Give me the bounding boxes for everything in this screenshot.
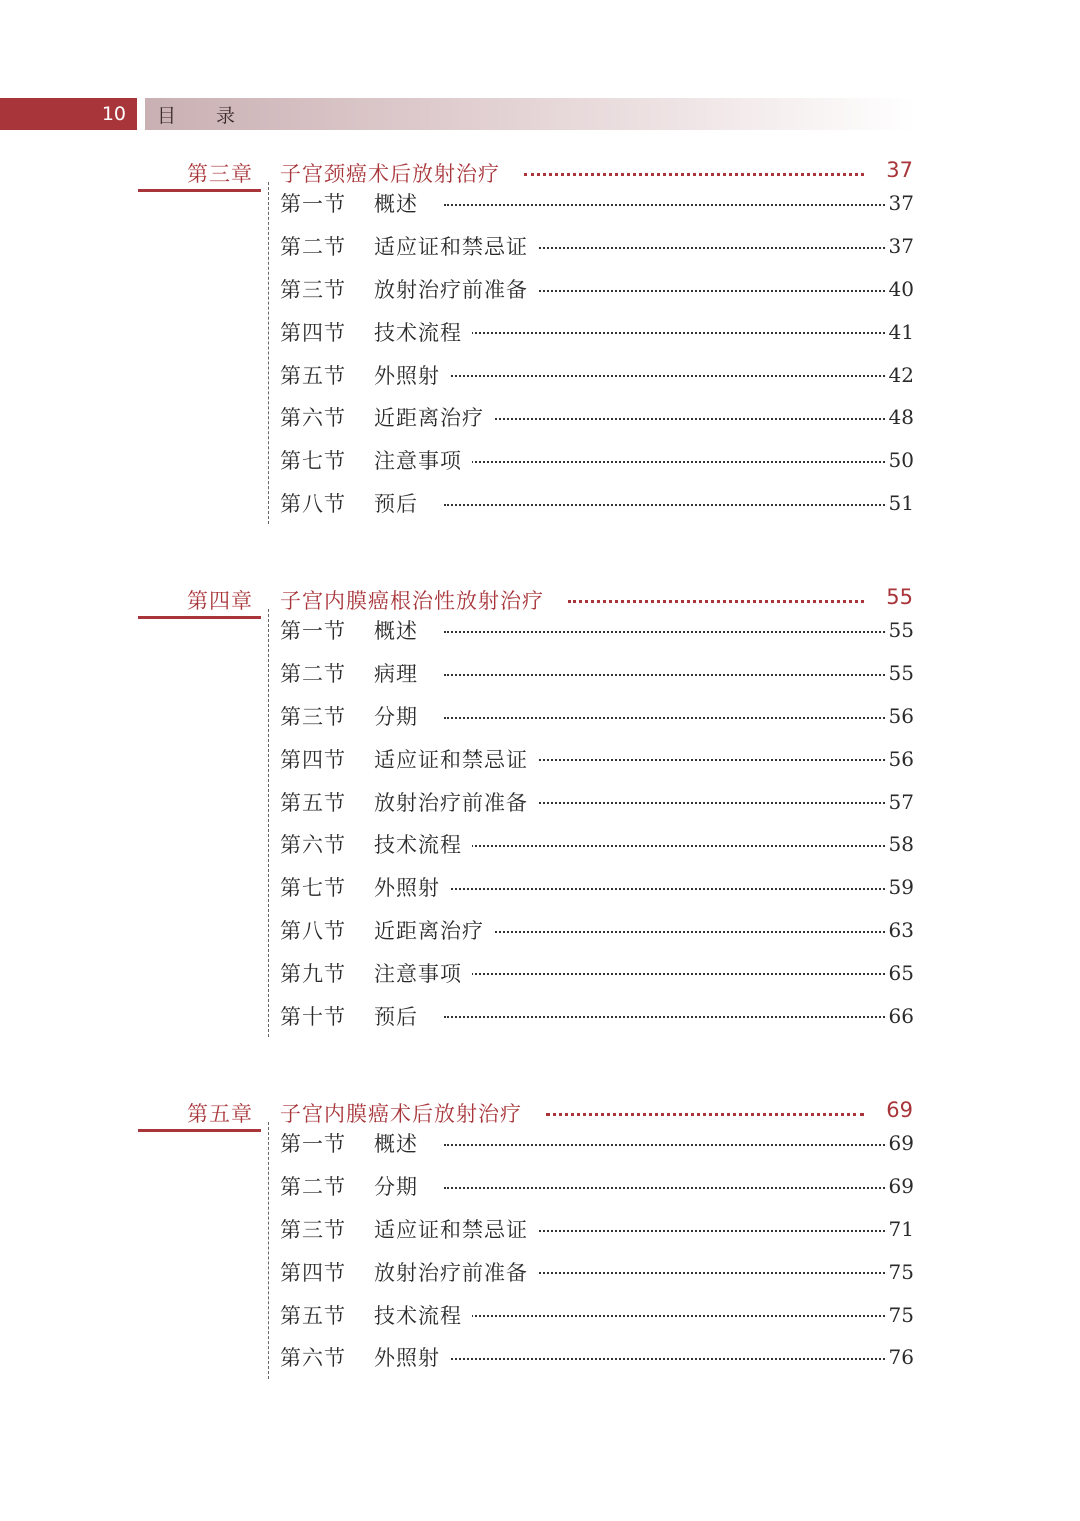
section-entry[interactable] [269, 652, 929, 695]
section-page-number: 42 [888, 362, 914, 387]
section-page-number: 71 [888, 1216, 914, 1241]
section-leader-dots [444, 1144, 889, 1146]
section-title: 放射治疗前准备 [374, 787, 538, 817]
section-entry[interactable] [269, 695, 929, 738]
section-page-number: 40 [888, 276, 914, 301]
section-number: 第六节 [280, 833, 346, 858]
section-number: 第一节 [280, 619, 346, 644]
section-leader-dots [444, 504, 889, 506]
section-entry[interactable] [269, 1293, 929, 1336]
section-entry[interactable] [269, 866, 929, 909]
section-list [268, 182, 929, 524]
section-page-number: 75 [888, 1302, 914, 1327]
section-page-number: 66 [888, 1003, 914, 1028]
section-number: 第二节 [280, 662, 346, 687]
section-entry[interactable] [269, 225, 929, 268]
chapter-number: 第三章 [187, 162, 253, 186]
section-page-number: 37 [888, 191, 914, 216]
chapter-leader-dots [568, 600, 864, 603]
section-leader-dots [444, 1187, 889, 1189]
page-number: 10 [0, 98, 137, 130]
section-page-number: 48 [888, 405, 914, 430]
section-title: 外照射 [374, 872, 450, 902]
section-list [268, 609, 929, 1037]
section-leader-dots [444, 845, 889, 847]
section-title: 技术流程 [374, 829, 472, 859]
chapter-title: 子宫内膜癌根治性放射治疗 [280, 585, 558, 615]
section-number: 第三节 [280, 277, 346, 302]
section-number: 第三节 [280, 1217, 346, 1242]
chapter-leader-dots [524, 173, 864, 176]
section-list [268, 1122, 929, 1379]
section-title: 适应证和禁忌证 [374, 744, 538, 774]
section-entry[interactable] [269, 780, 929, 823]
page-header-title: 目 录 [145, 98, 915, 130]
section-number: 第七节 [280, 449, 346, 474]
section-page-number: 56 [888, 746, 914, 771]
section-title: 放射治疗前准备 [374, 274, 538, 304]
section-title: 预后 [374, 1001, 428, 1031]
section-page-number: 56 [888, 703, 914, 728]
section-number: 第九节 [280, 961, 346, 986]
section-page-number: 76 [888, 1345, 914, 1370]
section-page-number: 55 [888, 661, 914, 686]
section-page-number: 37 [888, 234, 914, 259]
section-number: 第一节 [280, 1132, 346, 1157]
section-title: 适应证和禁忌证 [374, 231, 538, 261]
section-leader-dots [444, 973, 889, 975]
chapter-page-number: 69 [886, 1098, 913, 1122]
section-page-number: 59 [888, 875, 914, 900]
section-entry[interactable] [269, 737, 929, 780]
section-leader-dots [444, 674, 889, 676]
chapter-leader-dots [546, 1113, 864, 1116]
chapter-title: 子宫颈癌术后放射治疗 [280, 158, 514, 188]
section-leader-dots [444, 931, 889, 933]
section-number: 第四节 [280, 747, 346, 772]
section-number: 第三节 [280, 704, 346, 729]
section-entry[interactable] [269, 951, 929, 994]
section-entry[interactable] [269, 1122, 929, 1165]
section-number: 第五节 [280, 790, 346, 815]
section-entry[interactable] [269, 268, 929, 311]
section-leader-dots [444, 1016, 889, 1018]
section-title: 分期 [374, 701, 428, 731]
section-leader-dots [444, 375, 889, 377]
section-title: 技术流程 [374, 317, 472, 347]
chapter-title: 子宫内膜癌术后放射治疗 [280, 1098, 536, 1128]
section-entry[interactable] [269, 482, 929, 525]
section-page-number: 69 [888, 1174, 914, 1199]
section-entry[interactable] [269, 1208, 929, 1251]
section-leader-dots [444, 204, 889, 206]
section-number: 第六节 [280, 406, 346, 431]
section-number: 第四节 [280, 1260, 346, 1285]
section-title: 近距离治疗 [374, 402, 494, 432]
section-entry[interactable] [269, 1165, 929, 1208]
chapter-page-number: 55 [886, 585, 913, 609]
section-entry[interactable] [269, 1250, 929, 1293]
section-entry[interactable] [269, 994, 929, 1037]
section-title: 概述 [374, 1128, 428, 1158]
section-title: 注意事项 [374, 958, 472, 988]
chapter-underline [138, 616, 261, 619]
chapter-number: 第四章 [187, 589, 253, 613]
section-title: 放射治疗前准备 [374, 1257, 538, 1287]
section-title: 概述 [374, 188, 428, 218]
section-entry[interactable] [269, 353, 929, 396]
section-page-number: 57 [888, 789, 914, 814]
section-entry[interactable] [269, 609, 929, 652]
section-leader-dots [444, 1358, 889, 1360]
chapter-underline [138, 1129, 261, 1132]
section-entry[interactable] [269, 439, 929, 482]
section-title: 外照射 [374, 360, 450, 390]
section-entry[interactable] [269, 909, 929, 952]
section-page-number: 55 [888, 618, 914, 643]
section-entry[interactable] [269, 1336, 929, 1379]
section-page-number: 51 [888, 490, 914, 515]
section-number: 第一节 [280, 192, 346, 217]
section-title: 技术流程 [374, 1300, 472, 1330]
section-leader-dots [444, 1315, 889, 1317]
section-title: 近距离治疗 [374, 915, 494, 945]
section-leader-dots [444, 418, 889, 420]
section-title: 外照射 [374, 1342, 450, 1372]
section-leader-dots [444, 888, 889, 890]
section-number: 第二节 [280, 235, 346, 260]
section-number: 第八节 [280, 918, 346, 943]
chapter-underline [138, 189, 261, 192]
section-title: 预后 [374, 488, 428, 518]
section-title: 注意事项 [374, 445, 472, 475]
section-entry[interactable] [269, 310, 929, 353]
section-number: 第四节 [280, 320, 346, 345]
section-number: 第二节 [280, 1175, 346, 1200]
section-leader-dots [444, 461, 889, 463]
section-entry[interactable] [269, 823, 929, 866]
section-number: 第十节 [280, 1004, 346, 1029]
section-number: 第六节 [280, 1346, 346, 1371]
section-title: 适应证和禁忌证 [374, 1214, 538, 1244]
section-entry[interactable] [269, 182, 929, 225]
section-number: 第七节 [280, 876, 346, 901]
section-entry[interactable] [269, 396, 929, 439]
section-page-number: 63 [888, 917, 914, 942]
section-title: 病理 [374, 658, 428, 688]
section-page-number: 50 [888, 448, 914, 473]
section-title: 分期 [374, 1171, 428, 1201]
section-page-number: 75 [888, 1259, 914, 1284]
section-leader-dots [444, 717, 889, 719]
section-leader-dots [444, 332, 889, 334]
section-page-number: 41 [888, 319, 914, 344]
section-page-number: 58 [888, 832, 914, 857]
section-page-number: 69 [888, 1131, 914, 1156]
chapter-number: 第五章 [187, 1102, 253, 1126]
section-number: 第八节 [280, 491, 346, 516]
section-leader-dots [444, 631, 889, 633]
section-page-number: 65 [888, 960, 914, 985]
section-number: 第五节 [280, 1303, 346, 1328]
section-number: 第五节 [280, 363, 346, 388]
chapter-page-number: 37 [886, 158, 913, 182]
section-title: 概述 [374, 615, 428, 645]
